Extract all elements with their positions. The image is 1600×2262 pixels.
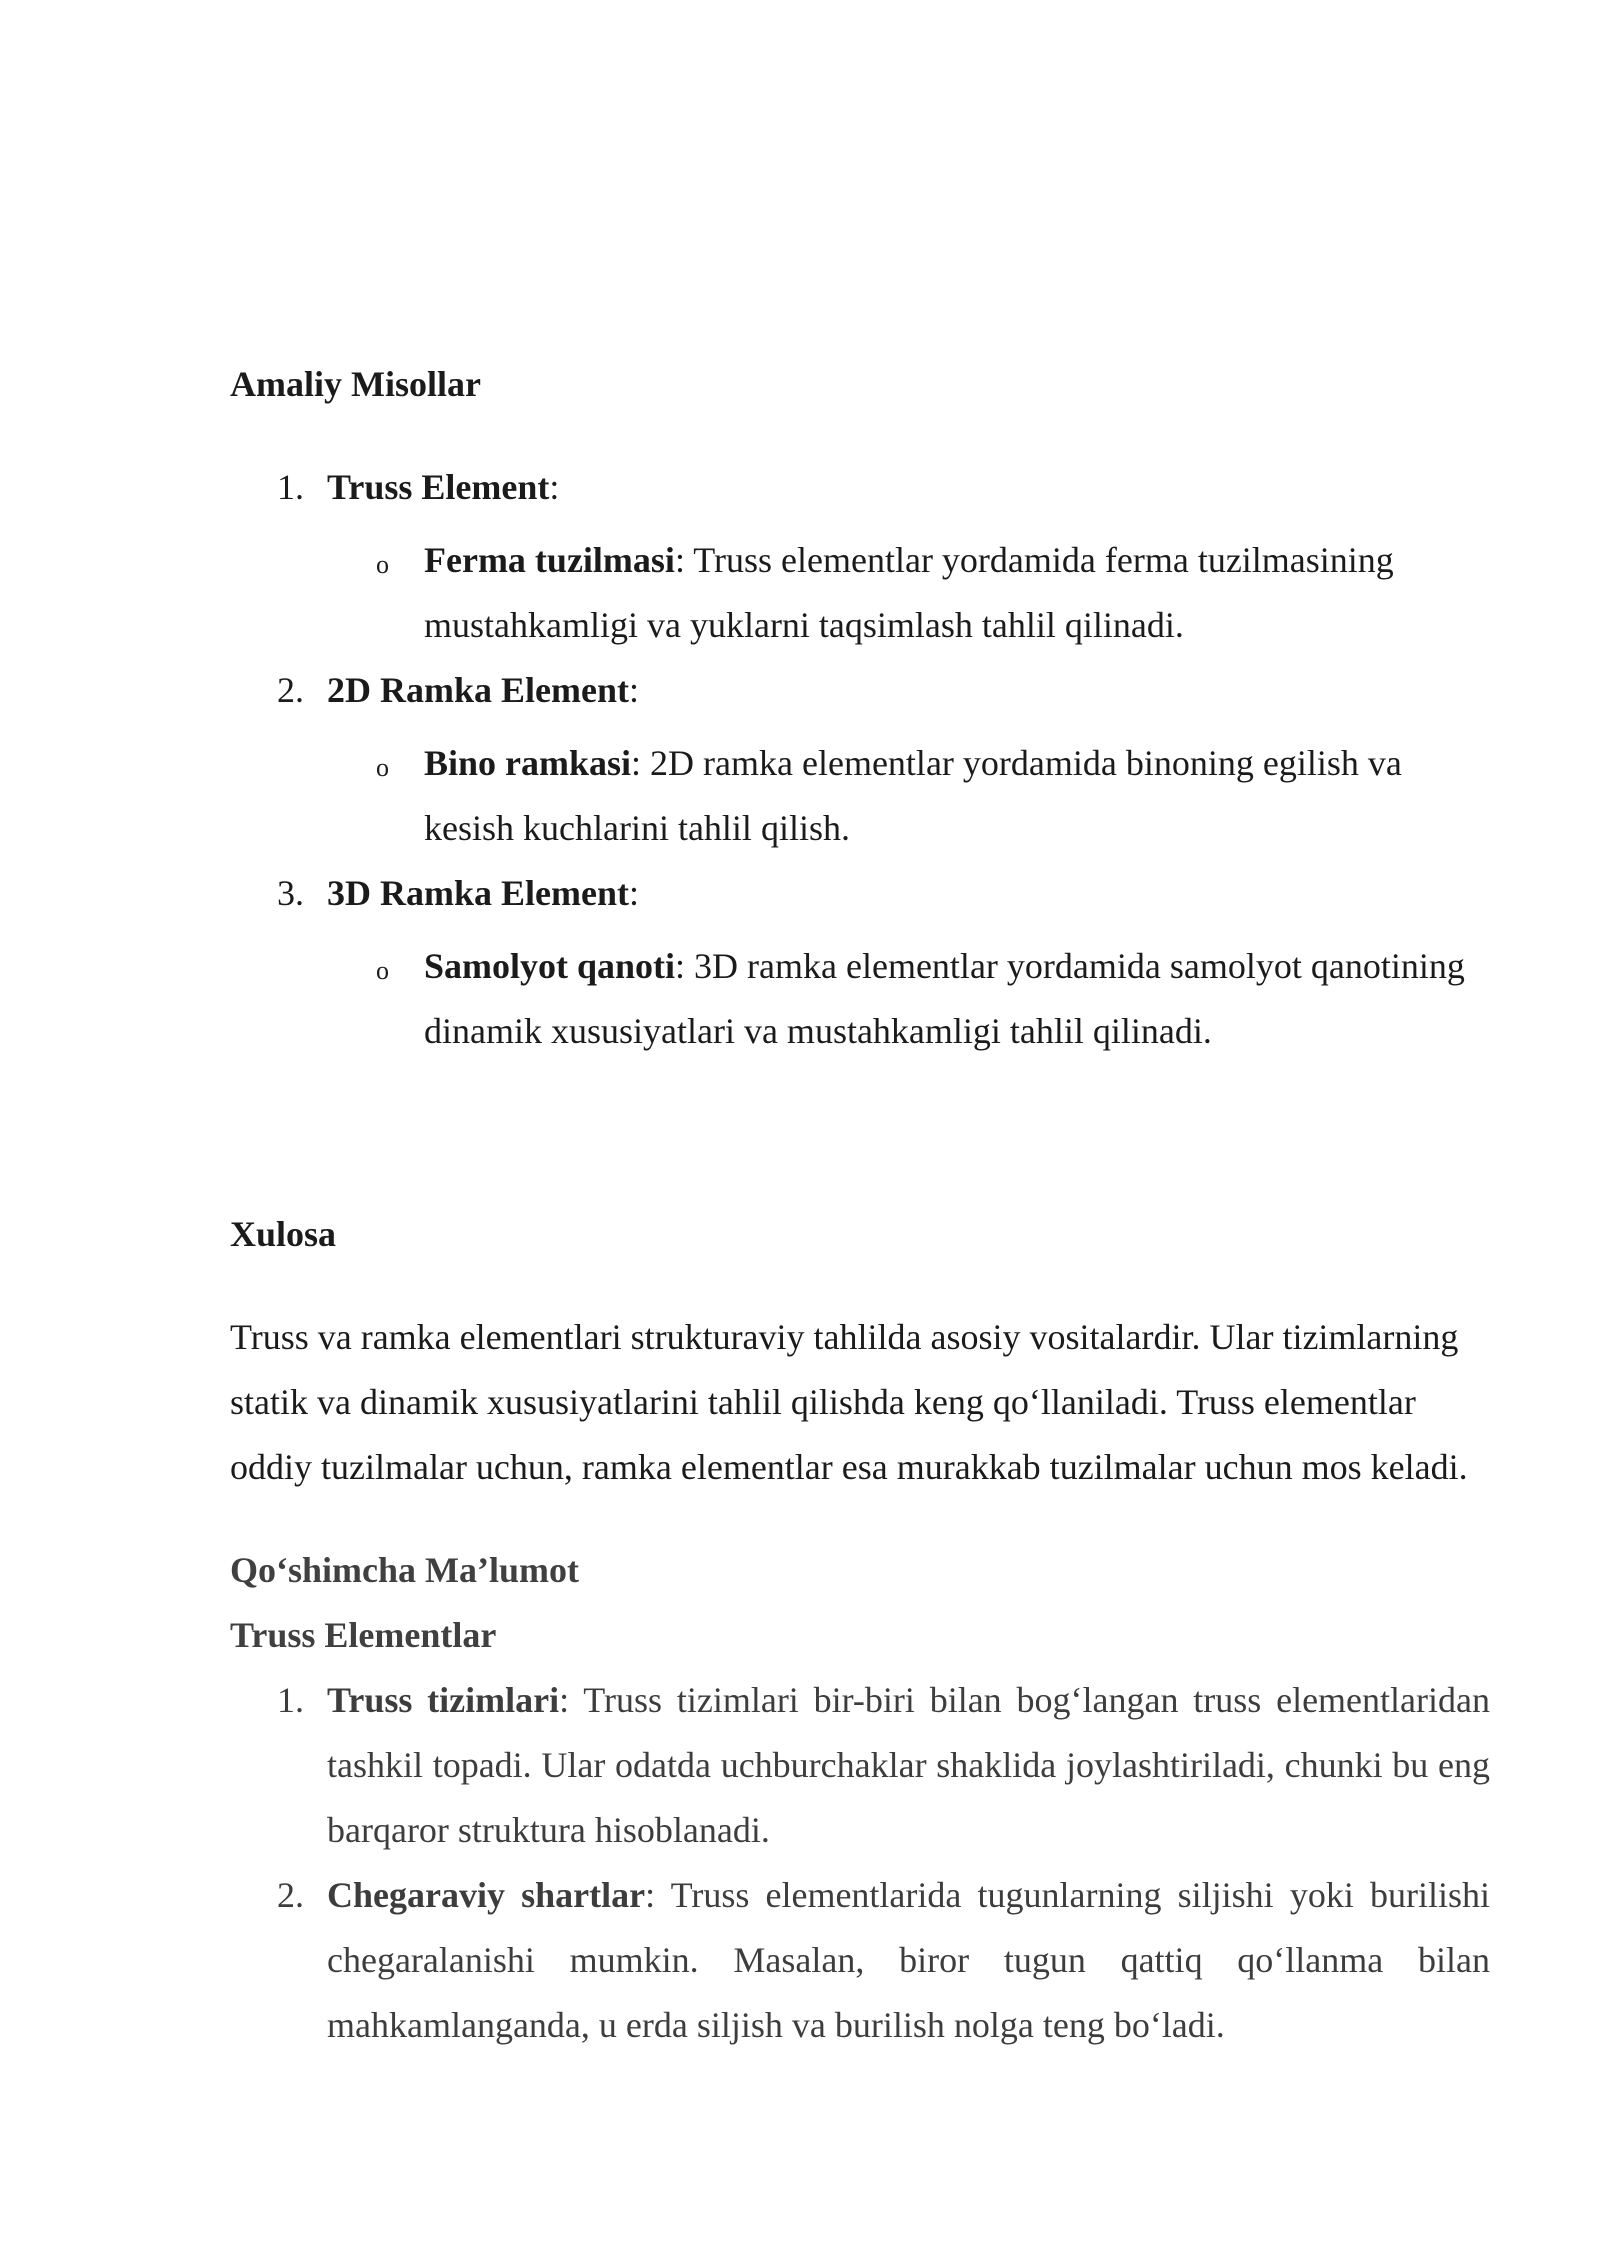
item-title: 3D Ramka Element (327, 873, 629, 913)
page-content (230, 352, 1490, 2058)
list-item-2d-ramka (230, 658, 1490, 861)
sub-item-term: Bino ramkasi (424, 743, 632, 783)
sub-list (327, 528, 1490, 658)
spacer (230, 1500, 1490, 1538)
sub-list (327, 934, 1490, 1064)
spacer (230, 1064, 1490, 1202)
item-term: Truss tizimlari (327, 1680, 560, 1720)
list-item-chegaraviy-shartlar (230, 1863, 1490, 2058)
item-colon: : (549, 467, 560, 507)
item-title: 2D Ramka Element (327, 670, 629, 710)
heading-qoshimcha-malumot: Qo‘shimcha Ma’lumot (230, 1550, 579, 1590)
subheading-truss-elementlar: Truss Elementlar (230, 1615, 497, 1655)
list-number: 2. (277, 670, 304, 710)
sub-item-term: Ferma tuzilmasi (424, 540, 675, 580)
list-item-truss-tizimlari (230, 1668, 1490, 1863)
sub-item-text: : 3D ramka elementlar yordamida samolyot qanotining dinamik xususiyatlari va mustahkamligi tahlil qilinadi. (424, 946, 1465, 1051)
circle-bullet-icon: o (376, 753, 389, 782)
list-number: 2. (277, 1875, 304, 1915)
list-item-3d-ramka (230, 861, 1490, 1064)
sub-item-text: : Truss elementlar yordamida ferma tuzilmasining mustahkamligi va yuklarni taqsimlash tahlil qilinadi. (424, 540, 1394, 645)
list-number: 3. (277, 873, 304, 913)
sub-list (327, 731, 1490, 861)
item-text: : Truss elementlarida tugunlarning siljishi yoki burilishi chegaralanishi mumkin. Masalan, biror tugun qattiq qo‘llanma bilan mahkamlanganda, u erda siljish va burilish nolga teng bo‘ladi. (327, 1875, 1490, 2045)
item-colon: : (628, 873, 639, 913)
list-number: 1. (277, 467, 304, 507)
sub-item-bino (230, 731, 1490, 861)
circle-bullet-icon: o (376, 956, 389, 985)
list-number: 1. (277, 1680, 304, 1720)
item-colon: : (628, 670, 639, 710)
item-text: : Truss tizimlari bir-biri bilan bog‘langan truss elementlaridan tashkil topadi. Ular odatda uchburchaklar shaklida joylashtiriladi, chunki bu eng barqaror struktura hisoblanadi. (327, 1680, 1490, 1850)
examples-list (230, 455, 1490, 1064)
circle-bullet-icon: o (376, 550, 389, 579)
item-term: Chegaraviy shartlar (327, 1875, 646, 1915)
sub-item-samolyot (230, 934, 1490, 1064)
item-title: Truss Element (327, 467, 550, 507)
sub-item-text: : 2D ramka elementlar yordamida binoning egilish va kesish kuchlarini tahlil qilish. (424, 743, 1402, 848)
list-item-truss-element (230, 455, 1490, 658)
spacer (230, 417, 1490, 455)
sub-item-ferma (230, 528, 1490, 658)
truss-elementlar-list (230, 1668, 1490, 2058)
sub-item-term: Samolyot qanoti (424, 946, 676, 986)
spacer (230, 1267, 1490, 1305)
heading-xulosa: Xulosa (230, 1214, 337, 1254)
heading-amaliy-misollar: Amaliy Misollar (230, 364, 481, 404)
conclusion-paragraph: Truss va ramka elementlari strukturaviy tahlilda asosiy vositalardir. Ular tizimlarning statik va dinamik xususiyatlarini tahlil qilishda keng qo‘llaniladi. Truss elementlar oddiy tuzilmalar uchun, ramka elementlar esa murakkab tuzilmalar uchun mos keladi. (230, 1317, 1468, 1487)
